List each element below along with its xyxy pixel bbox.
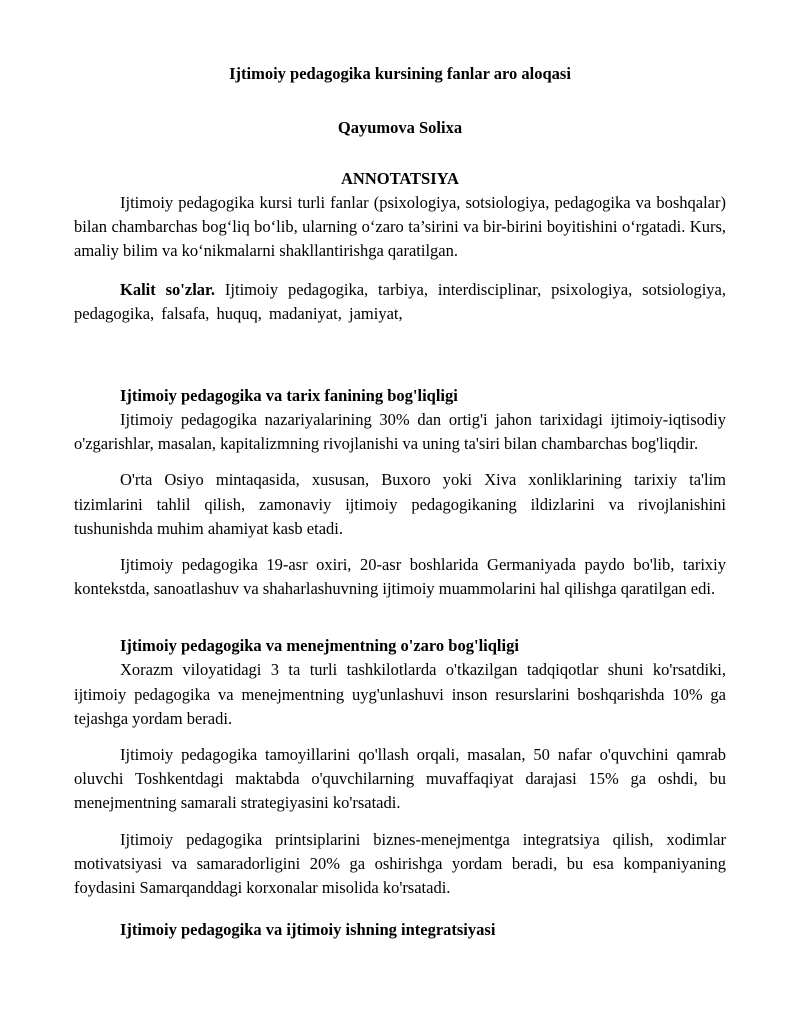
keywords-paragraph: [74, 278, 726, 326]
paragraph: Ijtimoiy pedagogika printsiplarini biznes-menejmentga integratsiya qilish, xodimlar motivatsiyasi va samaradorligini 20% ga oshirishga yordam beradi, bu esa kompaniyaning foydasini Samarqanddagi korxonalar misolida ko'rsatadi.: [74, 829, 726, 898]
paragraph: O'rta Osiyo mintaqasida, xususan, Buxoro yoki Xiva xonliklarining tarixiy ta'lim tizimlarini tahlil qilish, zamonaviy ijtimoiy pedagogikaning ildizlarini va rivojlanishini tushunishda muhim ahamiyat kasb etadi.: [74, 470, 726, 538]
author-name: Qayumova Solixa: [337, 118, 463, 137]
annotation-text: Ijtimoiy pedagogika kursi turli fanlar (psixologiya, sotsiologiya, pedagogika va boshqalar) bilan chambarchas bog‘liq bo‘lib, ularning o‘zaro ta’sirini va bir-birini boyitishini o‘rgatadi. Kurs, amaliy bilim va ko‘nikmalarni shakllantirishga qaratilgan.: [74, 193, 726, 261]
paragraph: Xorazm viloyatidagi 3 ta turli tashkilotlarda o'tkazilgan tadqiqotlar shuni ko'rsatdiki, ijtimoiy pedagogika va menejmentning uyg'unlashuvi inson resurslarini boshqarishda 10% ga tejashga yordam beradi.: [74, 660, 726, 728]
paragraph: Ijtimoiy pedagogika tamoyillarini qo'llash orqali, masalan, 50 nafar o'quvchini qamrab oluvchi Toshkentdagi maktabda o'quvchilarning muvaffaqiyat darajasi 15% ga oshdi, bu menejmentning samarali strategiyasini ko'rsatadi.: [74, 745, 726, 813]
paragraph: Ijtimoiy pedagogika 19-asr oxiri, 20-asr boshlarida Germaniyada paydo bo'lib, tarixiy kontekstda, sanoatlashuv va shaharlashuvning ijtimoiy muammolarini hal qilishga qaratilgan edi.: [74, 555, 726, 599]
paragraph: Ijtimoiy pedagogika nazariyalarining 30% dan ortig'i jahon tarixidagi ijtimoiy-iqtisodiy o'zgarishlar, masalan, kapitalizmning rivojlanishi va uning ta'siri bilan chambarchas bog'liqdir.: [74, 410, 726, 454]
keywords-text: Ijtimoiy pedagogika, tarbiya, interdisciplinar, psixologiya, sotsiologiya, pedagogika, falsafa, huquq, madaniyat, jamiyat,: [74, 279, 727, 323]
document-title: Ijtimoiy pedagogika kursining fanlar aro aloqasi: [229, 64, 571, 83]
section-heading-history: Ijtimoiy pedagogika va tarix fanining bog'liqligi: [120, 386, 458, 406]
document-page: [74, 62, 726, 942]
annotation-heading: ANNOTATSIYA: [341, 169, 459, 188]
section-heading-social-work: Ijtimoiy pedagogika va ijtimoiy ishning integratsiyasi: [120, 920, 496, 940]
section-heading-management: Ijtimoiy pedagogika va menejmentning o'zaro bog'liqligi: [120, 636, 519, 656]
keywords-label: Kalit so'zlar.: [120, 279, 215, 299]
